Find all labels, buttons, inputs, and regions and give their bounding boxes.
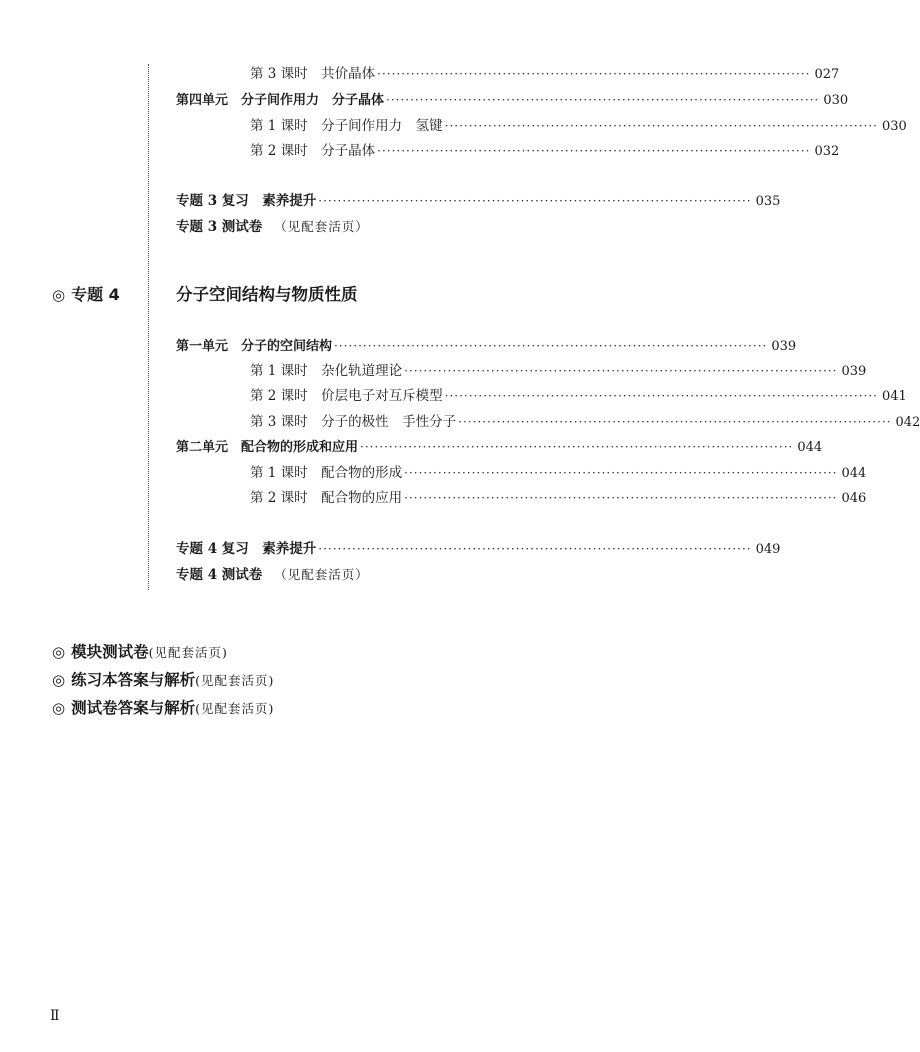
toc-topic4-review[interactable]	[176, 540, 781, 559]
toc-lesson-4-2[interactable]	[250, 142, 840, 161]
toc-topic3-test[interactable]	[176, 218, 369, 236]
toc-entry-page: 030	[823, 93, 849, 108]
end-item-label: 测试卷答案与解析	[71, 699, 196, 717]
toc-lesson-3-3[interactable]	[250, 65, 840, 84]
toc-entry-label: 第 3 课时 共价晶体	[250, 66, 376, 82]
leader-dots: ··························································································	[386, 93, 820, 107]
toc-lesson-1-2[interactable]	[250, 387, 907, 406]
toc-entry-label: 第 3 课时 分子的极性 手性分子	[250, 414, 457, 430]
end-item-label: 模块测试卷	[71, 643, 149, 661]
toc-vertical-dotted-line	[148, 64, 149, 590]
circle-marker-icon: ◎	[52, 286, 66, 304]
leader-dots: ··························································································	[444, 389, 878, 403]
topic4-label: 专题 4	[71, 285, 120, 304]
end-item-note: (见配套活页)	[148, 645, 228, 660]
toc-unit-4[interactable]	[176, 91, 849, 110]
end-item-label: 练习本答案与解析	[71, 671, 196, 689]
topic4-title: 分子空间结构与物质性质	[176, 285, 358, 304]
topic4-heading[interactable]	[52, 285, 120, 305]
toc-entry-label: 第 2 课时 分子晶体	[250, 143, 376, 159]
toc-lesson-4-1[interactable]	[250, 117, 907, 136]
toc-entry-label: 专题 4 复习 素养提升	[176, 541, 317, 557]
leader-dots: ··························································································	[318, 194, 752, 208]
toc-entry-page: 044	[797, 440, 823, 455]
leader-dots: ··························································································	[444, 119, 878, 133]
toc-entry-page: 032	[814, 144, 840, 159]
toc-test-answers[interactable]	[52, 698, 274, 719]
toc-topic4-test[interactable]	[176, 566, 369, 584]
toc-entry-label: 第 2 课时 配合物的应用	[250, 490, 403, 506]
leader-dots: ··························································································	[404, 491, 838, 505]
toc-entry-note: （见配套活页）	[274, 567, 369, 582]
toc-entry-page: 041	[881, 389, 907, 404]
page-number: Ⅱ	[50, 1008, 60, 1024]
toc-entry-label: 专题 4 测试卷	[176, 567, 263, 583]
leader-dots: ··························································································	[404, 364, 838, 378]
toc-unit-1[interactable]	[176, 337, 797, 356]
leader-dots: ··························································································	[318, 542, 752, 556]
toc-entry-label: 第一单元 分子的空间结构	[176, 339, 333, 354]
toc-entry-label: 专题 3 复习 素养提升	[176, 193, 317, 209]
toc-entry-label: 第 2 课时 价层电子对互斥模型	[250, 388, 443, 404]
toc-lesson-1-3[interactable]	[250, 413, 920, 432]
toc-entry-page: 027	[814, 67, 840, 82]
leader-dots: ··························································································	[404, 466, 838, 480]
leader-dots: ··························································································	[360, 440, 794, 454]
leader-dots: ··························································································	[377, 67, 811, 81]
toc-lesson-2-1[interactable]	[250, 464, 867, 483]
toc-lesson-2-2[interactable]	[250, 489, 867, 508]
toc-entry-label: 第二单元 配合物的形成和应用	[176, 440, 359, 455]
toc-entry-label: 第 1 课时 分子间作用力 氢键	[250, 118, 443, 134]
toc-entry-page: 049	[755, 542, 781, 557]
toc-entry-page: 039	[841, 364, 867, 379]
circle-marker-icon: ◎	[52, 699, 66, 717]
toc-entry-label: 专题 3 测试卷	[176, 219, 263, 235]
toc-entry-page: 035	[755, 194, 781, 209]
toc-unit-2[interactable]	[176, 438, 823, 457]
toc-lesson-1-1[interactable]	[250, 362, 867, 381]
toc-entry-label: 第 1 课时 配合物的形成	[250, 465, 403, 481]
leader-dots: ··························································································	[377, 144, 811, 158]
toc-entry-note: （见配套活页）	[274, 219, 369, 234]
leader-dots: ··························································································	[458, 415, 892, 429]
toc-entry-page: 030	[881, 119, 907, 134]
toc-entry-page: 046	[841, 491, 867, 506]
toc-entry-page: 042	[895, 415, 920, 430]
circle-marker-icon: ◎	[52, 671, 66, 689]
leader-dots: ··························································································	[334, 339, 768, 353]
toc-workbook-answers[interactable]	[52, 670, 274, 691]
toc-topic3-review[interactable]	[176, 192, 781, 211]
end-item-note: (见配套活页)	[195, 673, 275, 688]
toc-entry-label: 第四单元 分子间作用力 分子晶体	[176, 93, 385, 108]
toc-entry-page: 044	[841, 466, 867, 481]
toc-entry-label: 第 1 课时 杂化轨道理论	[250, 363, 403, 379]
circle-marker-icon: ◎	[52, 643, 66, 661]
toc-module-test[interactable]	[52, 642, 228, 663]
end-item-note: (见配套活页)	[195, 701, 275, 716]
toc-entry-page: 039	[771, 339, 797, 354]
